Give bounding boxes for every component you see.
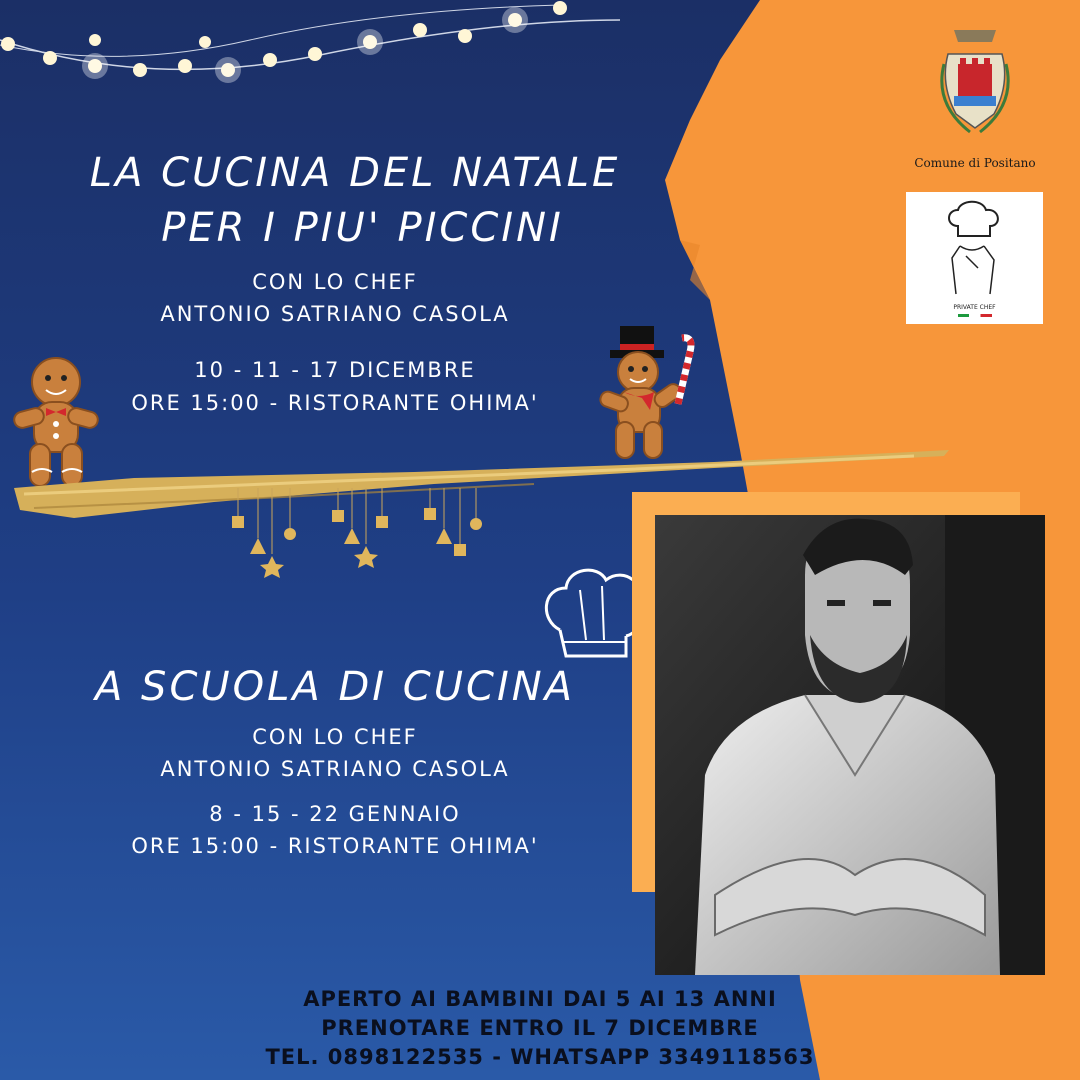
footer-line3: TEL. 0898122535 - WHATSAPP 3349118563	[265, 1045, 815, 1069]
event1-title-line1: LA CUCINA DEL NATALE	[89, 150, 621, 196]
event1-title-line2: PER I PIU' PICCINI	[161, 205, 564, 251]
footer-line2: PRENOTARE ENTRO IL 7 DICEMBRE	[321, 1016, 759, 1040]
chef-logo-icon	[940, 198, 1010, 298]
private-chef-logo	[906, 192, 1043, 324]
event2-chef-line2: ANTONIO SATRIANO CASOLA	[160, 757, 510, 781]
gingerbread-man-top-hat-icon	[598, 322, 706, 462]
event1-chef-line2: ANTONIO SATRIANO CASOLA	[160, 302, 510, 326]
event2-title: A SCUOLA DI CUCINA	[94, 664, 576, 710]
event1-dates: 10 - 11 - 17 DICEMBRE	[194, 358, 476, 382]
municipality-name: Comune di Positano	[914, 156, 1036, 170]
footer-line1: APERTO AI BAMBINI DAI 5 AI 13 ANNI	[303, 987, 777, 1011]
event2-chef-line1: CON LO CHEF	[252, 725, 418, 749]
chef-photo	[655, 515, 1045, 975]
private-chef-label: PRIVATE CHEF	[953, 304, 996, 311]
event1-time-place: ORE 15:00 - RISTORANTE OHIMA'	[131, 391, 539, 415]
event2-dates: 8 - 15 - 22 GENNAIO	[209, 802, 461, 826]
coat-of-arms-icon	[930, 24, 1020, 144]
event1-chef-line1: CON LO CHEF	[252, 270, 418, 294]
string-lights-icon	[0, 0, 620, 110]
hanging-ornaments-icon	[220, 488, 500, 588]
flag-stripes	[958, 314, 992, 317]
event2-time-place: ORE 15:00 - RISTORANTE OHIMA'	[131, 834, 539, 858]
